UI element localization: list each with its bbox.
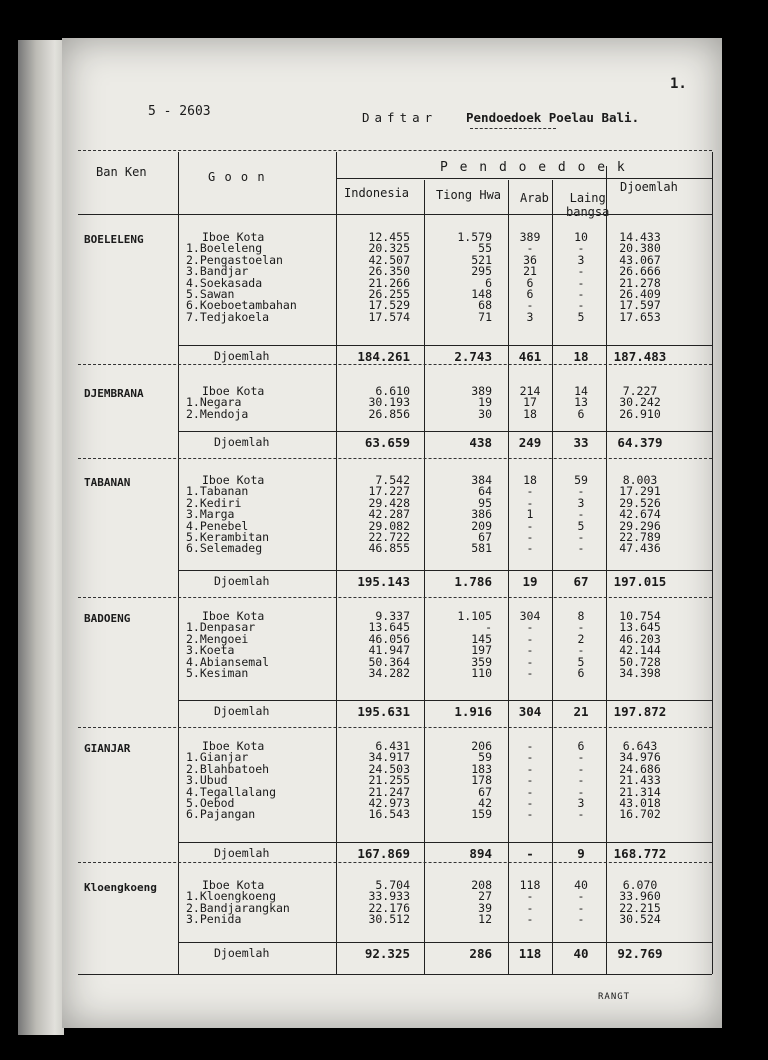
table-right-border bbox=[712, 152, 713, 974]
data-cell: 178 bbox=[471, 773, 492, 788]
data-cell: 5 bbox=[577, 518, 585, 533]
data-cell: 521 bbox=[471, 252, 492, 267]
total-label: Djoemlah bbox=[214, 846, 270, 860]
subdistrict-name: 1.Denpasar bbox=[186, 620, 256, 635]
data-cell: 183 bbox=[471, 761, 492, 776]
book-binding bbox=[18, 40, 64, 1035]
col-header-laing-bangsa: Laing bangsa bbox=[566, 191, 610, 219]
data-cell: 42.287 bbox=[368, 507, 410, 522]
data-cell: 46.203 bbox=[619, 631, 661, 646]
total-cell: 9 bbox=[577, 846, 585, 861]
data-cell: - bbox=[577, 750, 585, 765]
subdistrict-name: Iboe Kota bbox=[202, 878, 265, 892]
data-cell: 46.855 bbox=[368, 541, 410, 556]
subdistrict-name: Iboe Kota bbox=[202, 739, 265, 753]
total-cell: 1.916 bbox=[454, 704, 492, 719]
data-cell: 206 bbox=[471, 739, 492, 753]
data-cell: 389 bbox=[519, 230, 541, 244]
data-cell: 14.433 bbox=[619, 230, 661, 244]
data-cell: 17.653 bbox=[619, 309, 661, 324]
region-separator bbox=[78, 862, 712, 863]
data-cell: 581 bbox=[471, 541, 492, 556]
table-top-rule bbox=[78, 150, 712, 151]
data-cell: - bbox=[526, 807, 534, 822]
data-cell: 21.433 bbox=[619, 773, 661, 788]
region-separator bbox=[78, 727, 712, 728]
data-cell: 5 bbox=[577, 309, 585, 324]
data-cell: 50.728 bbox=[619, 654, 661, 669]
data-cell: 30 bbox=[478, 406, 492, 421]
footer-note: RANGT bbox=[598, 992, 631, 1002]
data-cell: - bbox=[577, 264, 585, 279]
total-cell: 64.379 bbox=[617, 435, 663, 450]
total-cell: 18 bbox=[573, 349, 589, 364]
subdistrict-name: 3.Koeta bbox=[186, 643, 235, 658]
subdistrict-name: 1.Tabanan bbox=[186, 484, 249, 499]
subtotal-rule bbox=[178, 431, 712, 432]
data-cell: - bbox=[577, 807, 585, 822]
total-label: Djoemlah bbox=[214, 435, 270, 449]
data-cell: - bbox=[526, 484, 534, 499]
total-cell: 67 bbox=[573, 574, 589, 589]
data-cell: 159 bbox=[471, 807, 492, 822]
total-cell: 40 bbox=[573, 946, 589, 961]
data-cell: 42 bbox=[478, 796, 492, 810]
data-cell: 26.409 bbox=[619, 287, 661, 301]
data-cell: 13.645 bbox=[368, 620, 410, 635]
data-cell: 20.380 bbox=[619, 241, 661, 256]
subdistrict-name: 4.Soekasada bbox=[186, 275, 263, 290]
subdistrict-header: G o o n bbox=[208, 170, 266, 184]
subdistrict-name: 2.Kediri bbox=[186, 495, 242, 510]
data-cell: - bbox=[526, 773, 534, 788]
data-cell: 43.067 bbox=[619, 252, 661, 267]
subdistrict-name: 2.Blahbatoeh bbox=[186, 761, 270, 776]
data-cell: - bbox=[526, 796, 534, 810]
data-cell: 6 bbox=[526, 275, 534, 290]
subdistrict-name: 4.Tegallalang bbox=[186, 784, 277, 799]
data-cell: - bbox=[577, 241, 585, 256]
data-cell: 30.524 bbox=[619, 912, 661, 927]
subtotal-rule bbox=[178, 942, 712, 943]
data-cell: - bbox=[526, 889, 534, 904]
page-title: Pendoedoek Poelau Bali. bbox=[466, 110, 640, 125]
data-cell: 47.436 bbox=[619, 541, 661, 556]
title-prefix: Daftar bbox=[362, 110, 438, 125]
total-cell: 286 bbox=[469, 946, 492, 961]
data-cell: - bbox=[526, 654, 534, 669]
total-cell: 92.325 bbox=[364, 946, 410, 961]
data-cell: 209 bbox=[471, 518, 492, 533]
data-cell: 67 bbox=[478, 784, 492, 799]
data-cell: - bbox=[577, 761, 585, 776]
data-cell: 13.645 bbox=[619, 620, 661, 635]
table-bottom-rule bbox=[78, 974, 712, 975]
data-cell: - bbox=[526, 495, 534, 510]
data-cell: 3 bbox=[577, 252, 585, 267]
total-cell: - bbox=[526, 846, 534, 861]
total-cell: 197.872 bbox=[613, 704, 667, 719]
data-cell: - bbox=[526, 298, 534, 313]
data-cell: 71 bbox=[478, 309, 492, 324]
data-cell: 3 bbox=[577, 495, 585, 510]
data-cell: 17 bbox=[523, 395, 537, 410]
subdistrict-name: 1.Boeleleng bbox=[186, 241, 263, 256]
data-cell: 42.507 bbox=[368, 252, 410, 267]
total-label: Djoemlah bbox=[214, 946, 270, 960]
data-cell: 13 bbox=[574, 395, 588, 410]
subdistrict-name: 2.Bandjarangkan bbox=[186, 900, 290, 915]
data-cell: 68 bbox=[478, 298, 492, 313]
total-cell: 19 bbox=[522, 574, 538, 589]
data-cell: - bbox=[577, 275, 585, 290]
total-cell: 304 bbox=[518, 704, 542, 719]
data-cell: 33.960 bbox=[619, 889, 661, 904]
subdistrict-name: 4.Penebel bbox=[186, 518, 249, 533]
data-cell: 148 bbox=[471, 287, 492, 301]
data-cell: 9.337 bbox=[375, 609, 410, 623]
data-cell: 21 bbox=[523, 264, 537, 279]
data-cell: 21.255 bbox=[368, 773, 410, 788]
data-cell: 10 bbox=[574, 230, 588, 244]
data-cell: - bbox=[526, 739, 534, 753]
divider-arab bbox=[552, 180, 553, 974]
data-cell: 55 bbox=[478, 241, 492, 256]
data-cell: - bbox=[577, 541, 585, 556]
data-cell: 6 bbox=[577, 406, 585, 421]
subdistrict-name: 4.Abiansemal bbox=[186, 654, 270, 669]
data-cell: - bbox=[577, 889, 585, 904]
data-cell: 22.176 bbox=[368, 900, 410, 915]
region-separator bbox=[78, 458, 712, 459]
subdistrict-name: Iboe Kota bbox=[202, 384, 265, 398]
total-label: Djoemlah bbox=[214, 349, 270, 363]
data-cell: 304 bbox=[519, 609, 541, 623]
data-cell: 36 bbox=[523, 252, 537, 267]
subdistrict-name: 7.Tedjakoela bbox=[186, 309, 270, 324]
data-cell: 21.266 bbox=[368, 275, 410, 290]
data-cell: 6.070 bbox=[622, 878, 658, 892]
data-cell: 7.227 bbox=[622, 384, 658, 398]
data-cell: - bbox=[577, 773, 585, 788]
data-cell: 29.296 bbox=[619, 518, 661, 533]
data-cell: - bbox=[526, 518, 534, 533]
data-cell: 197 bbox=[471, 643, 492, 658]
data-cell: 22.789 bbox=[619, 530, 661, 544]
data-cell: 42.674 bbox=[619, 507, 661, 522]
data-cell: 21.314 bbox=[619, 784, 661, 799]
region-name: BADOENG bbox=[84, 612, 131, 625]
region-name: DJEMBRANA bbox=[84, 387, 144, 400]
subtotal-rule bbox=[178, 700, 712, 701]
data-cell: 386 bbox=[471, 507, 492, 522]
total-cell: 438 bbox=[469, 435, 492, 450]
subdistrict-name: 3.Bandjar bbox=[186, 264, 249, 279]
data-cell: 12.455 bbox=[368, 230, 410, 244]
data-cell: 295 bbox=[471, 264, 492, 279]
data-cell: 24.686 bbox=[619, 761, 661, 776]
data-cell: 359 bbox=[471, 654, 492, 669]
data-cell: - bbox=[577, 643, 585, 658]
data-cell: 2 bbox=[577, 631, 585, 646]
region-name: TABANAN bbox=[84, 476, 131, 489]
data-cell: 17.529 bbox=[368, 298, 410, 313]
data-cell: 40 bbox=[574, 878, 588, 892]
total-cell: 2.743 bbox=[454, 349, 492, 364]
subdistrict-name: 5.Kerambitan bbox=[186, 530, 270, 544]
data-cell: 64 bbox=[478, 484, 492, 499]
subdistrict-name: Iboe Kota bbox=[202, 473, 265, 487]
data-cell: 5.704 bbox=[375, 878, 410, 892]
data-cell: 30.193 bbox=[368, 395, 410, 410]
page-number: 1. bbox=[670, 76, 687, 92]
group-header-rule bbox=[336, 178, 712, 179]
data-cell: - bbox=[526, 620, 534, 635]
total-cell: 197.015 bbox=[613, 574, 667, 589]
data-cell: - bbox=[526, 541, 534, 556]
subdistrict-name: 6.Pajangan bbox=[186, 807, 256, 822]
total-label: Djoemlah bbox=[214, 704, 270, 718]
header-bottom-rule bbox=[78, 214, 712, 215]
data-cell: 110 bbox=[471, 666, 492, 680]
data-cell: 17.574 bbox=[368, 309, 410, 324]
col-header-tiong-hwa: Tiong Hwa bbox=[436, 188, 502, 202]
data-cell: - bbox=[577, 287, 585, 301]
data-cell: - bbox=[526, 530, 534, 544]
data-cell: - bbox=[485, 620, 492, 635]
col-header-indonesia: Indonesia bbox=[344, 186, 410, 200]
data-cell: - bbox=[526, 241, 534, 256]
subdistrict-name: 1.Kloengkoeng bbox=[186, 889, 277, 904]
data-cell: 34.976 bbox=[619, 750, 661, 765]
total-cell: 195.143 bbox=[357, 574, 410, 589]
data-cell: 27 bbox=[478, 889, 492, 904]
total-cell: 184.261 bbox=[357, 349, 410, 364]
data-cell: 29.526 bbox=[619, 495, 661, 510]
data-cell: - bbox=[577, 530, 585, 544]
region-name: GIANJAR bbox=[84, 742, 131, 755]
total-cell: 1.786 bbox=[454, 574, 492, 589]
data-cell: - bbox=[577, 784, 585, 799]
region-name: Kloengkoeng bbox=[84, 881, 157, 894]
data-cell: 6.610 bbox=[375, 384, 410, 398]
data-cell: 8.003 bbox=[622, 473, 658, 487]
data-cell: - bbox=[577, 507, 585, 522]
data-cell: 16.543 bbox=[368, 807, 410, 822]
data-cell: 208 bbox=[471, 878, 492, 892]
district-header: Ban Ken bbox=[96, 165, 147, 179]
data-cell: 30.512 bbox=[368, 912, 410, 927]
data-cell: 17.597 bbox=[619, 298, 661, 313]
data-cell: 10.754 bbox=[619, 609, 661, 623]
total-cell: 21 bbox=[573, 704, 589, 719]
subdistrict-name: 5.Kesiman bbox=[186, 666, 249, 680]
data-cell: 6 bbox=[485, 275, 492, 290]
data-cell: - bbox=[526, 761, 534, 776]
subdistrict-name: 6.Koeboetambahan bbox=[186, 298, 297, 313]
data-cell: 3 bbox=[526, 309, 534, 324]
data-cell: - bbox=[526, 750, 534, 765]
total-cell: 92.769 bbox=[617, 946, 663, 961]
subdistrict-name: 2.Pengastoelan bbox=[186, 252, 283, 267]
data-cell: - bbox=[526, 643, 534, 658]
data-cell: 33.933 bbox=[368, 889, 410, 904]
data-cell: 18 bbox=[523, 473, 537, 487]
data-cell: - bbox=[577, 298, 585, 313]
data-cell: 6 bbox=[577, 739, 585, 753]
data-cell: 50.364 bbox=[368, 654, 410, 669]
document-number: 5 - 2603 bbox=[148, 104, 211, 119]
subdistrict-name: 3.Marga bbox=[186, 507, 235, 522]
data-cell: 22.722 bbox=[368, 530, 410, 544]
data-cell: 214 bbox=[519, 384, 541, 398]
region-separator bbox=[78, 364, 712, 365]
data-cell: - bbox=[577, 484, 585, 499]
data-cell: - bbox=[526, 912, 534, 927]
subdistrict-name: 2.Mengoei bbox=[186, 631, 249, 646]
data-cell: 26.350 bbox=[368, 264, 410, 279]
total-label: Djoemlah bbox=[214, 574, 270, 588]
subdistrict-name: 3.Ubud bbox=[186, 773, 228, 788]
data-cell: 3 bbox=[577, 796, 585, 810]
total-cell: 168.772 bbox=[613, 846, 667, 861]
total-cell: 249 bbox=[518, 435, 542, 450]
data-cell: 42.973 bbox=[368, 796, 410, 810]
data-cell: 6.643 bbox=[622, 739, 658, 753]
data-cell: 5 bbox=[577, 654, 585, 669]
total-cell: 195.631 bbox=[357, 704, 410, 719]
title-underline bbox=[470, 128, 556, 129]
total-cell: 187.483 bbox=[613, 349, 667, 364]
subdistrict-name: Iboe Kota bbox=[202, 609, 265, 623]
data-cell: 8 bbox=[577, 609, 585, 623]
data-cell: 30.242 bbox=[619, 395, 661, 410]
data-cell: 17.291 bbox=[619, 484, 661, 499]
data-cell: 29.428 bbox=[368, 495, 410, 510]
data-cell: 46.056 bbox=[368, 631, 410, 646]
subdistrict-name: 5.Oebod bbox=[186, 796, 235, 810]
data-cell: 14 bbox=[574, 384, 588, 398]
data-cell: 26.666 bbox=[619, 264, 661, 279]
data-cell: 34.398 bbox=[619, 666, 661, 680]
data-cell: 26.910 bbox=[619, 406, 661, 421]
subdistrict-name: 6.Selemadeg bbox=[186, 541, 263, 556]
data-cell: - bbox=[577, 912, 585, 927]
data-cell: 59 bbox=[478, 750, 492, 765]
data-cell: 6 bbox=[526, 287, 534, 301]
data-cell: 41.947 bbox=[368, 643, 410, 658]
divider-district bbox=[178, 152, 179, 974]
data-cell: 21.247 bbox=[368, 784, 410, 799]
data-cell: 18 bbox=[523, 406, 537, 421]
data-cell: - bbox=[526, 666, 534, 680]
region-separator bbox=[78, 597, 712, 598]
data-cell: 21.278 bbox=[619, 275, 661, 290]
data-cell: 118 bbox=[519, 878, 541, 892]
data-cell: 12 bbox=[478, 912, 492, 927]
data-cell: 20.325 bbox=[368, 241, 410, 256]
col-header-djoemlah: Djoemlah bbox=[620, 180, 678, 194]
subdistrict-name: 1.Gianjar bbox=[186, 750, 249, 765]
data-cell: 42.144 bbox=[619, 643, 661, 658]
data-cell: 67 bbox=[478, 530, 492, 544]
data-cell: 389 bbox=[471, 384, 492, 398]
col-header-arab: Arab bbox=[520, 191, 549, 205]
data-cell: 145 bbox=[471, 631, 492, 646]
subtotal-rule bbox=[178, 842, 712, 843]
data-cell: 22.215 bbox=[619, 900, 661, 915]
subdistrict-name: 5.Sawan bbox=[186, 287, 235, 301]
data-cell: 29.082 bbox=[368, 518, 410, 533]
data-cell: 34.282 bbox=[368, 666, 410, 680]
subdistrict-name: 3.Penida bbox=[186, 912, 242, 927]
subdistrict-name: Iboe Kota bbox=[202, 230, 265, 244]
data-cell: 26.255 bbox=[368, 287, 410, 301]
data-cell: 95 bbox=[478, 495, 492, 510]
data-cell: - bbox=[577, 620, 585, 635]
data-cell: 39 bbox=[478, 900, 492, 915]
total-cell: 167.869 bbox=[357, 846, 410, 861]
region-name: BOELELENG bbox=[84, 233, 144, 246]
data-cell: 1.579 bbox=[457, 230, 492, 244]
data-cell: 1.105 bbox=[457, 609, 492, 623]
subdistrict-name: 1.Negara bbox=[186, 395, 242, 410]
data-cell: 7.542 bbox=[375, 473, 410, 487]
subtotal-rule bbox=[178, 345, 712, 346]
data-cell: 43.018 bbox=[619, 796, 661, 810]
subdistrict-name: 2.Mendoja bbox=[186, 406, 249, 421]
total-cell: 33 bbox=[573, 435, 589, 450]
data-cell: 16.702 bbox=[619, 807, 661, 822]
data-cell: 6.431 bbox=[375, 739, 410, 753]
data-cell: 59 bbox=[574, 473, 588, 487]
data-cell: 19 bbox=[478, 395, 492, 410]
data-cell: 17.227 bbox=[368, 484, 410, 499]
total-cell: 461 bbox=[518, 349, 542, 364]
total-cell: 894 bbox=[469, 846, 492, 861]
data-cell: 34.917 bbox=[368, 750, 410, 765]
data-cell: - bbox=[577, 900, 585, 915]
total-cell: 118 bbox=[518, 946, 542, 961]
data-cell: - bbox=[526, 900, 534, 915]
data-cell: 26.856 bbox=[368, 406, 410, 421]
data-cell: 24.503 bbox=[368, 761, 410, 776]
data-cell: 1 bbox=[526, 507, 534, 522]
data-cell: 6 bbox=[577, 666, 585, 680]
total-cell: 63.659 bbox=[364, 435, 410, 450]
data-cell: - bbox=[526, 784, 534, 799]
population-group-header: P e n d o e d o e k bbox=[440, 160, 627, 175]
subtotal-rule bbox=[178, 570, 712, 571]
data-cell: - bbox=[526, 631, 534, 646]
data-cell: 384 bbox=[471, 473, 492, 487]
